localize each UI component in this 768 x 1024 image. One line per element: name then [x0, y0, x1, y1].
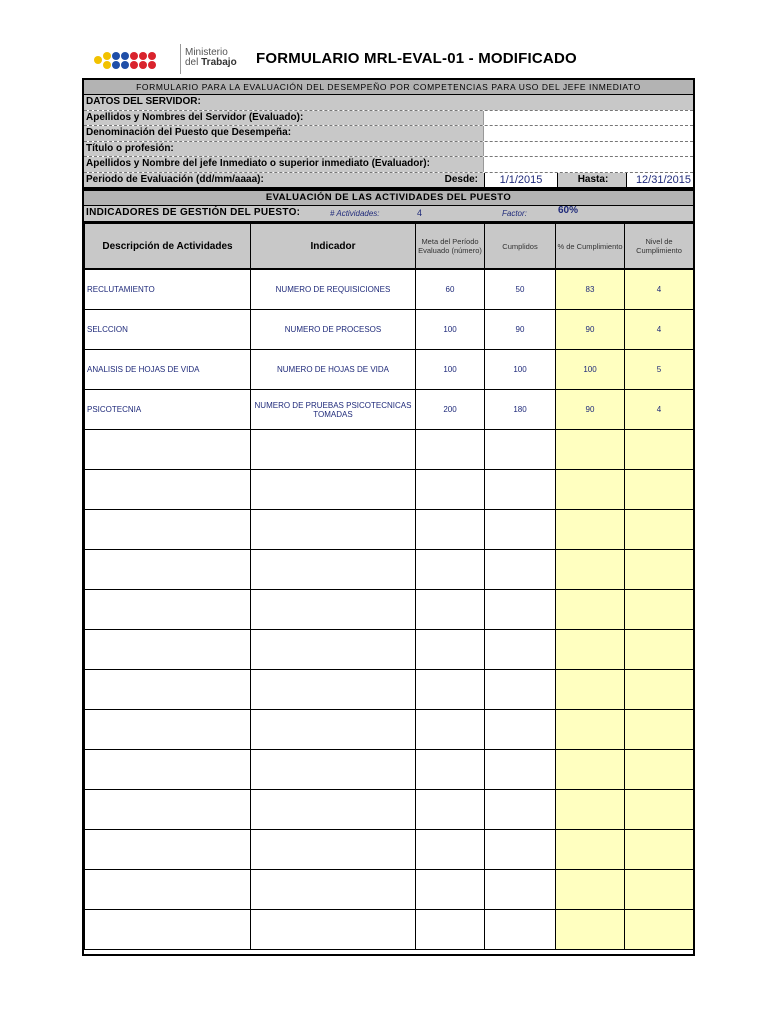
- cell-meta[interactable]: [416, 630, 485, 670]
- cell-nivel[interactable]: [625, 630, 694, 670]
- hasta-date-field[interactable]: 12/31/2015: [626, 173, 693, 188]
- cell-meta[interactable]: 200: [416, 390, 485, 430]
- cell-pct[interactable]: [556, 830, 625, 870]
- table-body: [85, 269, 694, 950]
- desde-label: Desde:: [414, 173, 484, 188]
- cell-nivel[interactable]: [625, 550, 694, 590]
- cell-descripcion[interactable]: [85, 510, 251, 550]
- desde-date-field[interactable]: 1/1/2015: [484, 173, 558, 188]
- logo-dot: [139, 52, 147, 60]
- cell-pct[interactable]: 90: [556, 310, 625, 350]
- cell-indicador[interactable]: [251, 430, 416, 470]
- table-row: [85, 790, 694, 830]
- cell-nivel[interactable]: 4: [625, 310, 694, 350]
- cell-meta[interactable]: [416, 910, 485, 950]
- cell-descripcion[interactable]: [85, 750, 251, 790]
- logo-text-del: del: [185, 57, 202, 68]
- factor-value: 60%: [558, 205, 579, 216]
- logo-text-trabajo-bold: Trabajo: [201, 57, 237, 68]
- logo-dot: [148, 61, 156, 69]
- table-row: [85, 630, 694, 670]
- datos-servidor-section: [82, 78, 695, 189]
- cell-indicador[interactable]: [251, 590, 416, 630]
- table-row: [85, 390, 694, 430]
- actividades-count-value: 4: [417, 208, 423, 218]
- col-meta: Meta del Período Evaluado (número): [416, 224, 485, 270]
- table-row: [85, 310, 694, 350]
- table-row: [85, 870, 694, 910]
- hasta-label: Hasta:: [558, 173, 626, 188]
- cell-cumplidos[interactable]: 90: [485, 310, 556, 350]
- logo-dot: [121, 61, 129, 69]
- form-subtitle: FORMULARIO PARA LA EVALUACIÓN DEL DESEMPEÑO POR COMPETENCIAS PARA USO DEL JEFE INMEDIATO: [84, 80, 693, 95]
- cell-cumplidos[interactable]: 100: [485, 350, 556, 390]
- logo-dot: [103, 61, 111, 69]
- logo-dot: [148, 52, 156, 60]
- cell-cumplidos[interactable]: [485, 790, 556, 830]
- periodo-label: Periodo de Evaluación (dd/mm/aaaa):: [84, 173, 414, 188]
- cell-descripcion[interactable]: [85, 590, 251, 630]
- cell-indicador[interactable]: [251, 550, 416, 590]
- cell-meta[interactable]: [416, 590, 485, 630]
- logo-dot: [139, 61, 147, 69]
- cell-indicador[interactable]: [251, 630, 416, 670]
- cell-descripcion[interactable]: [85, 430, 251, 470]
- indicadores-label: INDICADORES DE GESTIÓN DEL PUESTO:: [86, 207, 301, 218]
- cell-nivel[interactable]: [625, 590, 694, 630]
- cell-indicador[interactable]: [251, 910, 416, 950]
- col-pct-cumplimiento: % de Cumplimiento: [556, 224, 625, 270]
- cell-meta[interactable]: 100: [416, 310, 485, 350]
- table-row: [85, 550, 694, 590]
- cell-meta[interactable]: [416, 710, 485, 750]
- cell-meta[interactable]: [416, 750, 485, 790]
- cell-descripcion[interactable]: [85, 550, 251, 590]
- cell-descripcion[interactable]: SELCCION: [85, 310, 251, 350]
- titulo-field[interactable]: [484, 142, 693, 157]
- cell-indicador[interactable]: [251, 790, 416, 830]
- cell-pct[interactable]: [556, 590, 625, 630]
- cell-nivel[interactable]: [625, 430, 694, 470]
- cell-descripcion[interactable]: [85, 910, 251, 950]
- actividades-title: EVALUACIÓN DE LAS ACTIVIDADES DEL PUESTO: [84, 191, 693, 206]
- apellidos-servidor-field[interactable]: [484, 111, 693, 126]
- cell-pct[interactable]: 83: [556, 269, 625, 310]
- table-row: [85, 710, 694, 750]
- cell-nivel[interactable]: [625, 870, 694, 910]
- logo-dot: [112, 61, 120, 69]
- table-row: [85, 470, 694, 510]
- cell-indicador[interactable]: NUMERO DE HOJAS DE VIDA: [251, 350, 416, 390]
- col-indicador: Indicador: [251, 224, 416, 270]
- cell-indicador[interactable]: [251, 870, 416, 910]
- cell-meta[interactable]: [416, 830, 485, 870]
- puesto-field[interactable]: [484, 126, 693, 141]
- logo-dot: [94, 56, 102, 64]
- activities-table: [84, 223, 694, 950]
- cell-cumplidos[interactable]: [485, 430, 556, 470]
- cell-descripcion[interactable]: [85, 790, 251, 830]
- cell-cumplidos[interactable]: [485, 750, 556, 790]
- cell-cumplidos[interactable]: 50: [485, 269, 556, 310]
- table-row: [85, 269, 694, 310]
- cell-indicador[interactable]: [251, 710, 416, 750]
- logo-text-trabajo: [185, 57, 237, 68]
- table-row: [85, 750, 694, 790]
- cell-pct[interactable]: [556, 630, 625, 670]
- cell-meta[interactable]: 100: [416, 350, 485, 390]
- cell-cumplidos[interactable]: [485, 710, 556, 750]
- table-row: [85, 830, 694, 870]
- cell-descripcion[interactable]: [85, 830, 251, 870]
- cell-nivel[interactable]: [625, 670, 694, 710]
- cell-nivel[interactable]: 4: [625, 269, 694, 310]
- col-descripcion: Descripción de Actividades: [85, 224, 251, 270]
- cell-pct[interactable]: [556, 550, 625, 590]
- cell-cumplidos[interactable]: [485, 630, 556, 670]
- apellidos-servidor-label: Apellidos y Nombres del Servidor (Evaluado):: [84, 111, 484, 126]
- cell-nivel[interactable]: [625, 830, 694, 870]
- logo-dot: [121, 52, 129, 60]
- cell-nivel[interactable]: [625, 470, 694, 510]
- cell-meta[interactable]: [416, 870, 485, 910]
- cell-cumplidos[interactable]: [485, 670, 556, 710]
- cell-indicador[interactable]: NUMERO DE REQUISICIONES: [251, 269, 416, 310]
- logo-dots-icon: [94, 50, 176, 70]
- cell-cumplidos[interactable]: [485, 590, 556, 630]
- cell-cumplidos[interactable]: [485, 510, 556, 550]
- cell-pct[interactable]: [556, 910, 625, 950]
- cell-meta[interactable]: [416, 670, 485, 710]
- cell-nivel[interactable]: [625, 510, 694, 550]
- col-cumplidos: Cumplidos: [485, 224, 556, 270]
- cell-nivel[interactable]: 5: [625, 350, 694, 390]
- cell-nivel[interactable]: 4: [625, 390, 694, 430]
- cell-indicador[interactable]: NUMERO DE PRUEBAS PSICOTECNICAS TOMADAS: [251, 390, 416, 430]
- logo-text-ministerio: Ministerio: [185, 47, 228, 58]
- col-nivel-cumplimiento: Nivel de Cumplimiento: [625, 224, 694, 270]
- cell-pct[interactable]: [556, 470, 625, 510]
- cell-pct[interactable]: 90: [556, 390, 625, 430]
- datos-servidor-label: DATOS DEL SERVIDOR:: [84, 95, 693, 110]
- indicadores-bar: [84, 206, 693, 223]
- factor-label: Factor:: [502, 209, 527, 218]
- cell-indicador[interactable]: [251, 830, 416, 870]
- table-row: [85, 670, 694, 710]
- table-row: [85, 430, 694, 470]
- cell-meta[interactable]: 60: [416, 269, 485, 310]
- cell-meta[interactable]: [416, 470, 485, 510]
- titulo-label: Título o profesión:: [84, 142, 484, 157]
- logo-dot: [130, 52, 138, 60]
- cell-descripcion[interactable]: [85, 470, 251, 510]
- table-row: [85, 350, 694, 390]
- cell-nivel[interactable]: [625, 750, 694, 790]
- table-row: [85, 590, 694, 630]
- table-row: [85, 510, 694, 550]
- cell-descripcion[interactable]: ANALISIS DE HOJAS DE VIDA: [85, 350, 251, 390]
- cell-descripcion[interactable]: [85, 670, 251, 710]
- logo-dot: [130, 61, 138, 69]
- jefe-label: Apellidos y Nombre del jefe Inmediato o superior inmediato (Evaluador):: [84, 157, 484, 172]
- form-title: FORMULARIO MRL-EVAL-01 - MODIFICADO: [256, 50, 577, 67]
- cell-pct[interactable]: [556, 870, 625, 910]
- cell-descripcion[interactable]: RECLUTAMIENTO: [85, 269, 251, 310]
- cell-indicador[interactable]: [251, 750, 416, 790]
- cell-descripcion[interactable]: [85, 870, 251, 910]
- table-row: [85, 910, 694, 950]
- logo-divider: [180, 44, 181, 74]
- jefe-field[interactable]: [484, 157, 693, 172]
- cell-meta[interactable]: [416, 550, 485, 590]
- cell-pct[interactable]: [556, 790, 625, 830]
- ministerio-logo: [92, 44, 252, 76]
- cell-nivel[interactable]: [625, 790, 694, 830]
- cell-indicador[interactable]: [251, 510, 416, 550]
- cell-descripcion[interactable]: [85, 710, 251, 750]
- table-header-row: [85, 224, 694, 270]
- cell-pct[interactable]: 100: [556, 350, 625, 390]
- cell-cumplidos[interactable]: [485, 870, 556, 910]
- cell-cumplidos[interactable]: [485, 830, 556, 870]
- cell-pct[interactable]: [556, 750, 625, 790]
- cell-indicador[interactable]: NUMERO DE PROCESOS: [251, 310, 416, 350]
- logo-dot: [103, 52, 111, 60]
- cell-meta[interactable]: [416, 510, 485, 550]
- cell-indicador[interactable]: [251, 470, 416, 510]
- puesto-label: Denominación del Puesto que Desempeña:: [84, 126, 484, 141]
- cell-descripcion[interactable]: PSICOTECNIA: [85, 390, 251, 430]
- cell-cumplidos[interactable]: [485, 910, 556, 950]
- cell-nivel[interactable]: [625, 910, 694, 950]
- cell-cumplidos[interactable]: [485, 470, 556, 510]
- cell-meta[interactable]: [416, 790, 485, 830]
- cell-descripcion[interactable]: [85, 630, 251, 670]
- cell-pct[interactable]: [556, 710, 625, 750]
- actividades-count-label: # Actividades:: [330, 209, 380, 218]
- logo-dot: [112, 52, 120, 60]
- cell-cumplidos[interactable]: [485, 550, 556, 590]
- cell-pct[interactable]: [556, 510, 625, 550]
- cell-pct[interactable]: [556, 670, 625, 710]
- cell-pct[interactable]: [556, 430, 625, 470]
- cell-cumplidos[interactable]: 180: [485, 390, 556, 430]
- cell-indicador[interactable]: [251, 670, 416, 710]
- cell-nivel[interactable]: [625, 710, 694, 750]
- actividades-section: [82, 189, 695, 956]
- cell-meta[interactable]: [416, 430, 485, 470]
